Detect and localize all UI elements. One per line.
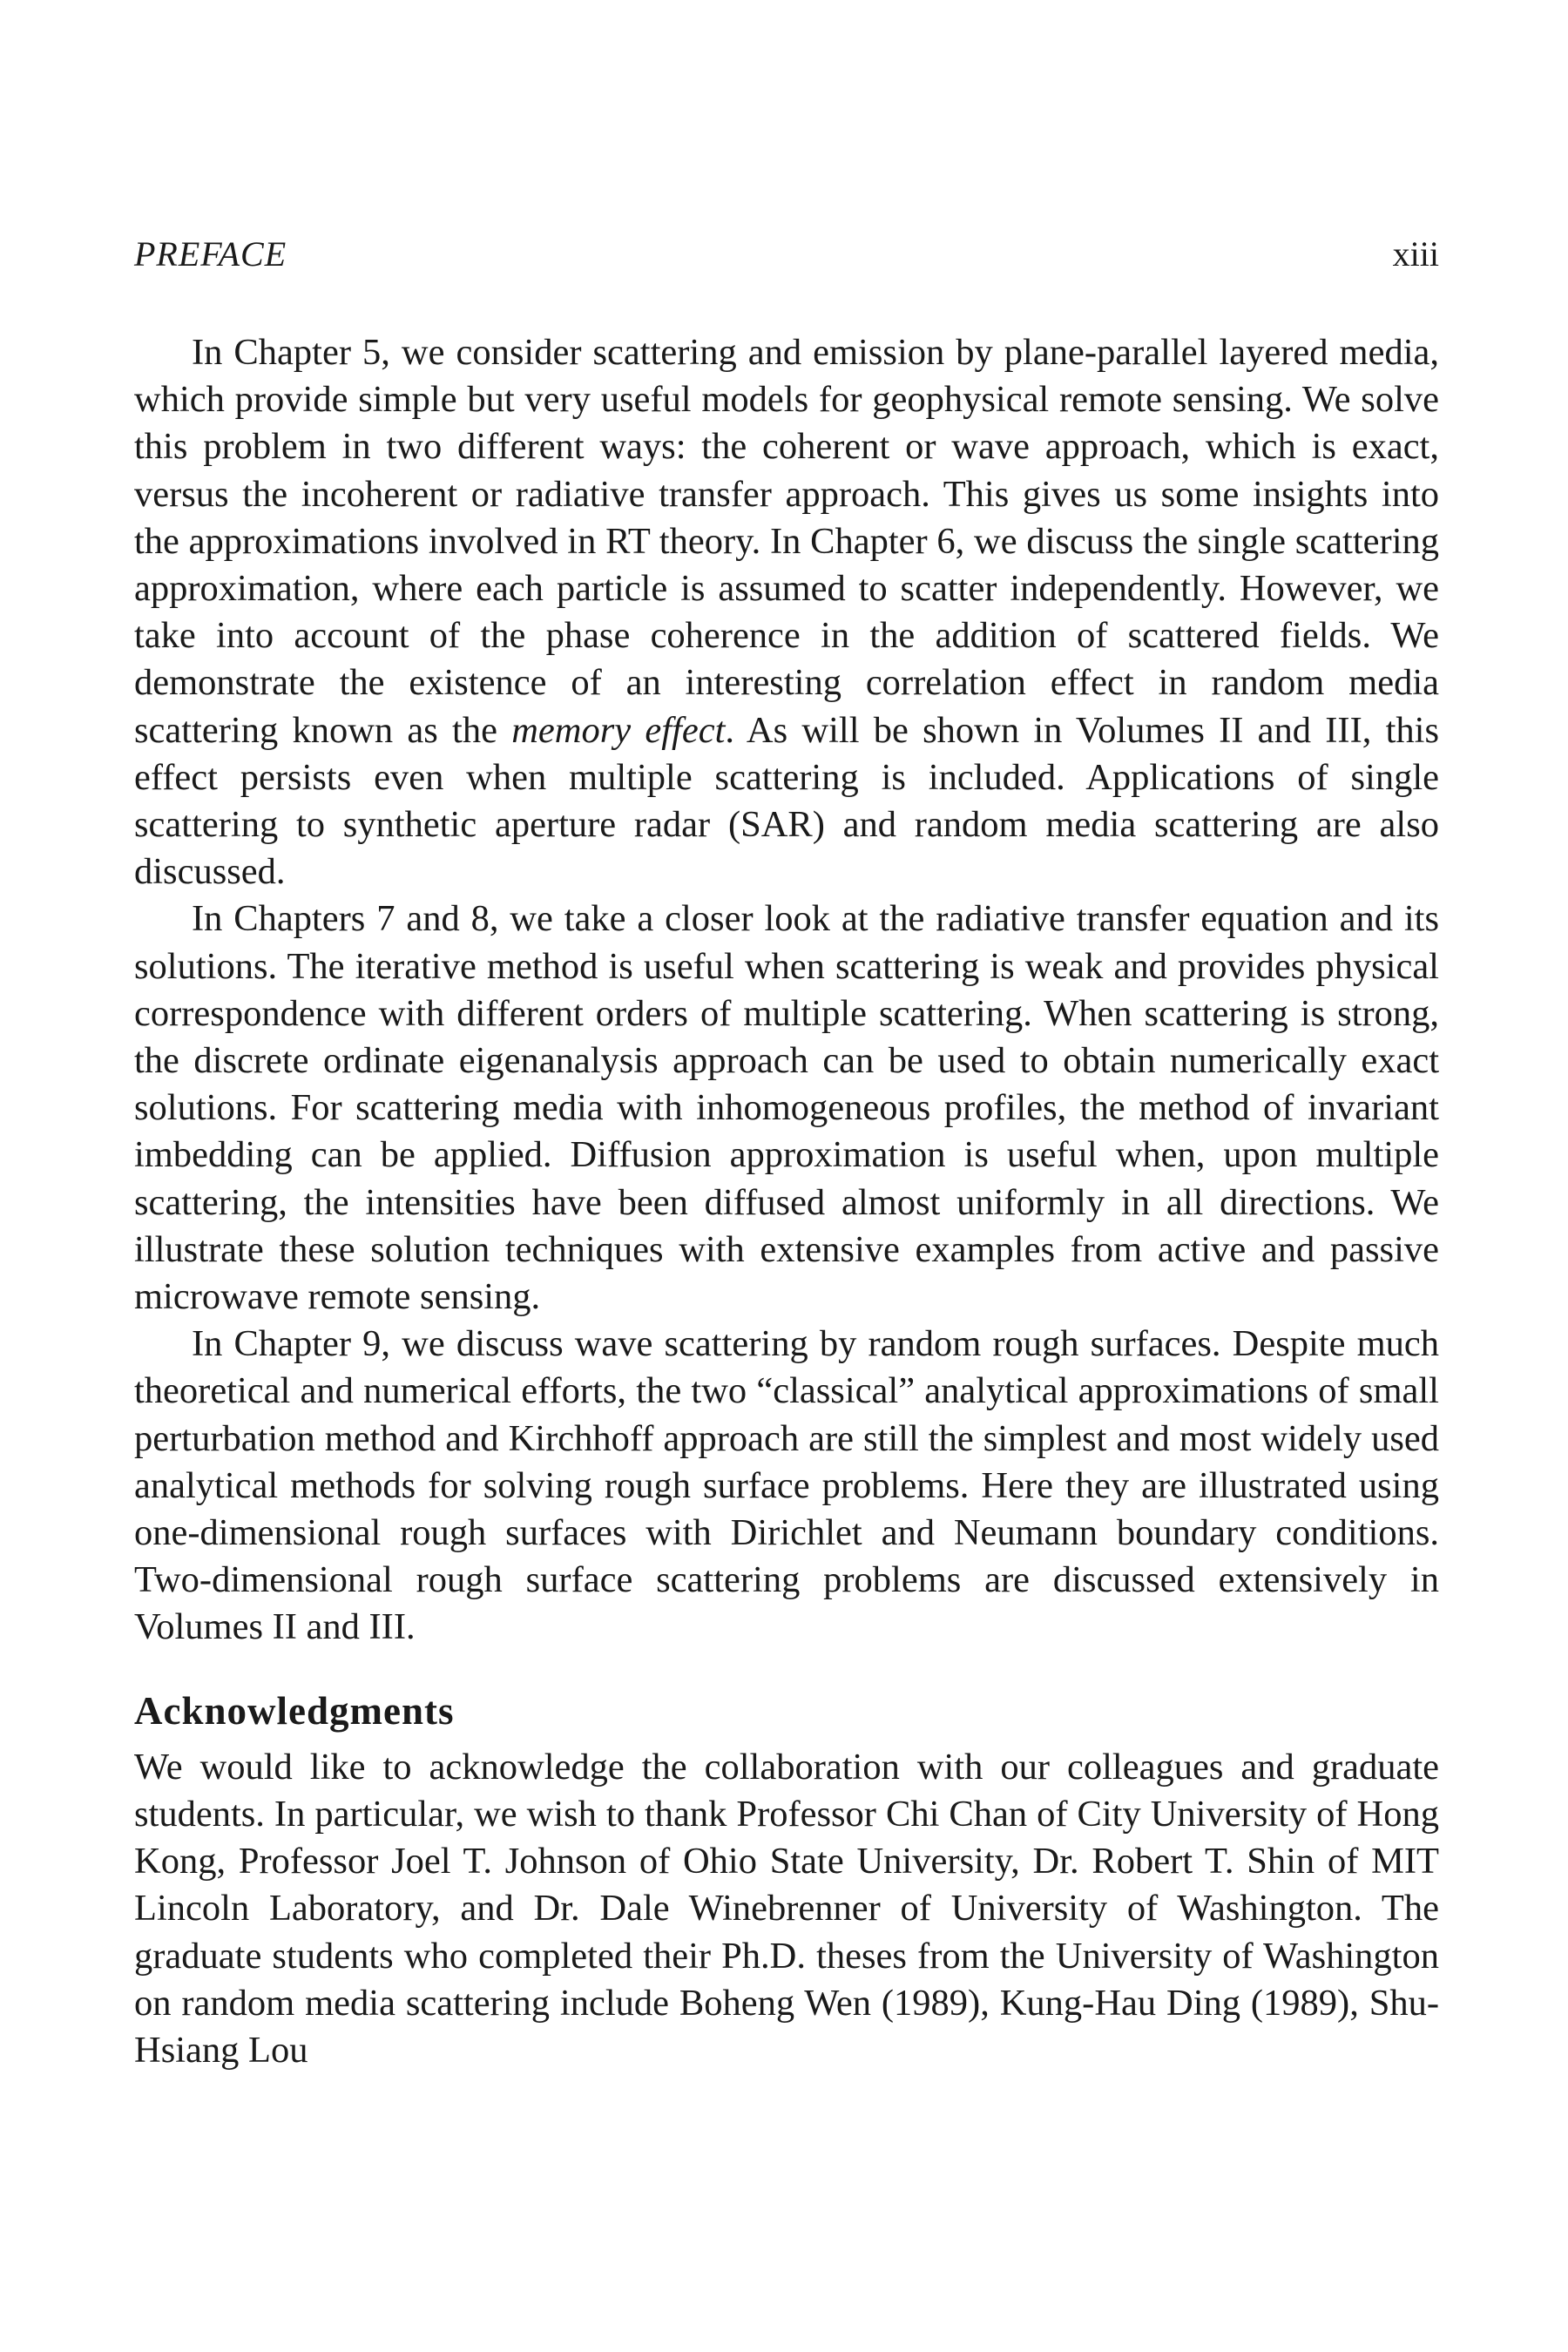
acknowledgments-paragraph: We would like to acknowledge the collaboration with our colleagues and graduate students. In particular, we wish to thank Professor Chi Chan of City University of Hong Kong, Professor Joel T. Johnson of Ohio State University, Dr. Robert T. Shin of MIT Lincoln Laboratory, and Dr. Dale Winebrenner of University of Washington. The graduate students who completed their Ph.D. theses from the University of Washington on random media scattering include Boheng Wen (1989), Kung-Hau Ding (1989), Shu-Hsiang Lou [134,1746,1439,2071]
emphasized-term: memory effect [511,709,726,751]
paragraph-chapters-7-8: In Chapters 7 and 8, we take a closer look at the radiative transfer equation and its solutions. The iterative method is useful when scattering is weak and provides physical correspondence with different orders of multiple scattering. When scattering is strong, the discrete ordinate eigenanalysis approach can be used to obtain numerically exact solutions. For scattering media with inhomogeneous profiles, the method of invariant imbedding can be applied. Diffusion approximation is useful when, upon multiple scattering, the intensities have been diffused almost uniformly in all directions. We illustrate these solution techniques with extensive examples from active and passive microwave remote sensing. [134,898,1439,1318]
body-text [134,329,1439,2074]
paragraph-text: In Chapter 5, we consider scattering and emission by plane-parallel layered media, which provide simple but very useful models for geophysical remote sensing. We solve this problem in two different ways: the coherent or wave approach, which is exact, versus the incoherent or radiative transfer approach. This gives us some insights into the approximations involved in RT theory. In Chapter 6, we discuss the single scattering approximation, where each particle is assumed to scatter independently. However, we take into account of the phase coherence in the addition of scattered fields. We demonstrate the existence of an interesting correlation effect in random media scattering known as the [134,332,1439,751]
running-head [134,228,1439,280]
running-title: PREFACE [134,234,287,274]
paragraph-text: . As will be shown in Volumes II and III, this effect persists even when multiple scattering is included. Applications of single scattering to synthetic aperture radar (SAR) and random media scattering are also discussed. [134,709,1440,893]
acknowledgments-heading: Acknowledgments [134,1688,455,1733]
paragraph-chapter-9: In Chapter 9, we discuss wave scattering by random rough surfaces. Despite much theoretical and numerical efforts, the two “classical” analytical approximations of small perturbation method and Kirchhoff approach are still the simplest and most widely used analytical methods for solving rough surface problems. Here they are illustrated using one-dimensional rough surfaces with Dirichlet and Neumann boundary conditions. Two-dimensional rough surface scattering problems are discussed extensively in Volumes II and III. [134,1323,1439,1648]
paragraph-chapters-5-6 [134,329,1439,896]
page-number: xiii [1392,234,1439,274]
